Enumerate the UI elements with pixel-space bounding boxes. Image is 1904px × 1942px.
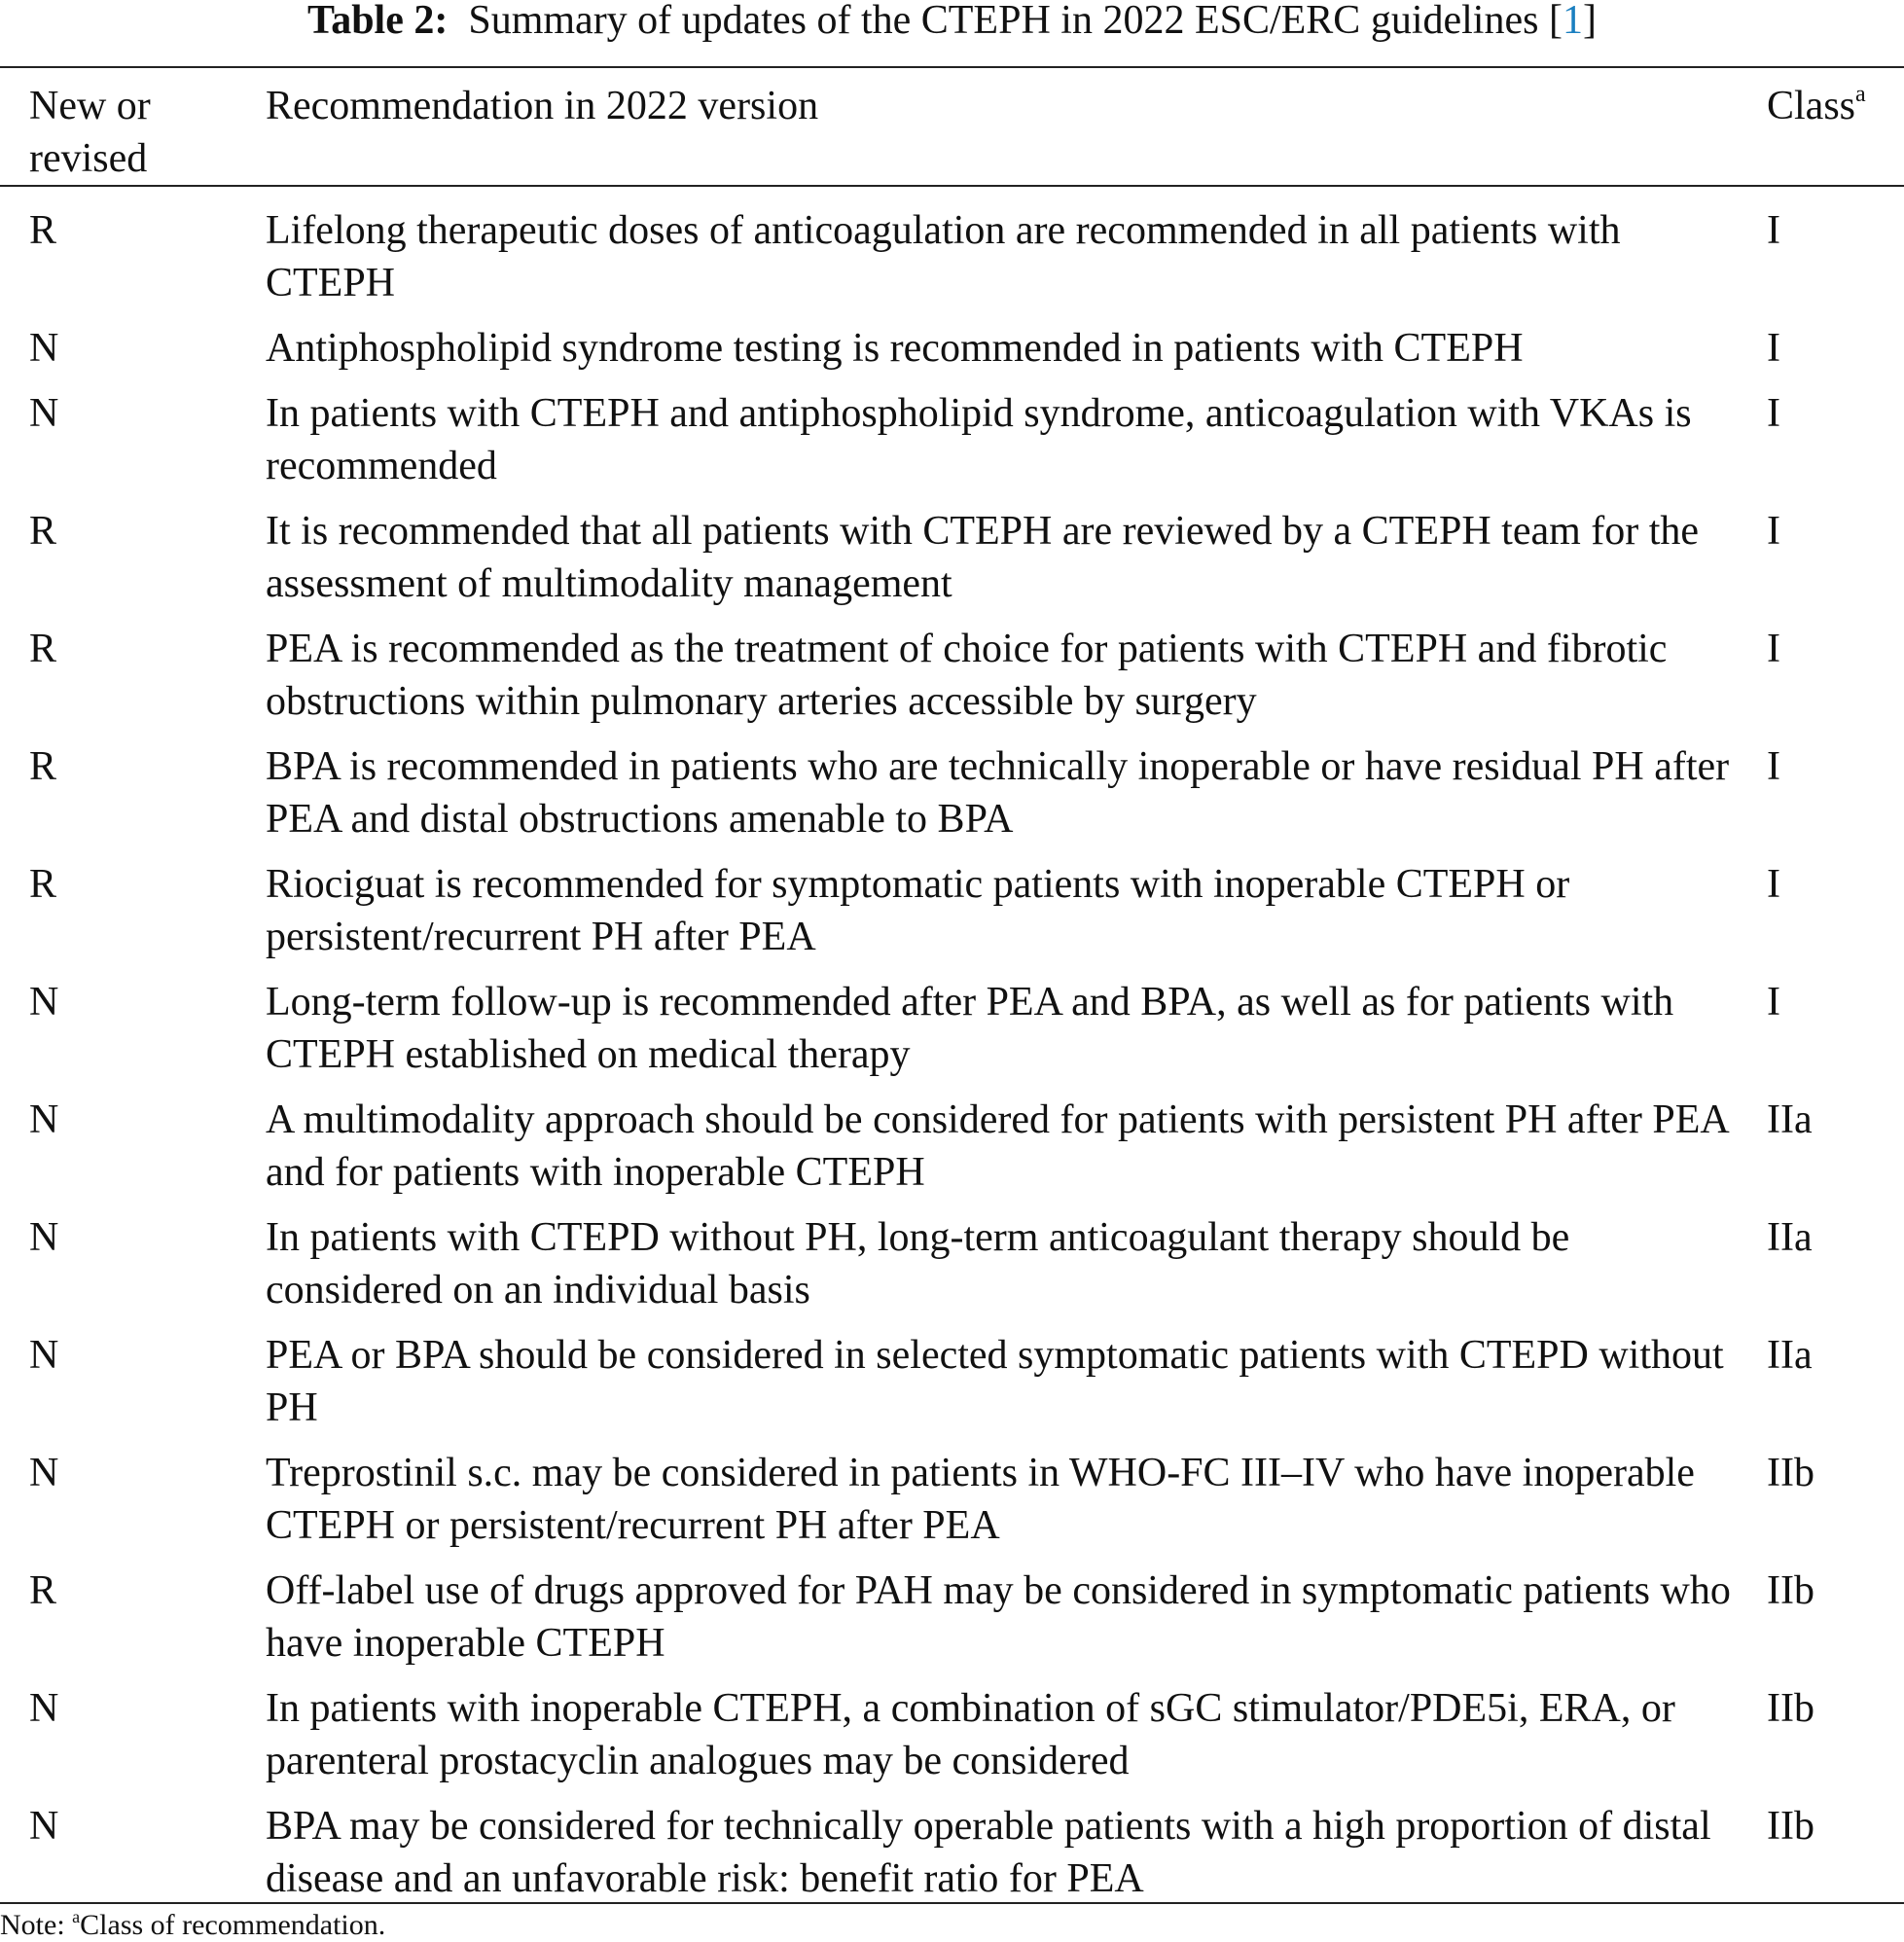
header-class [1767,80,1866,132]
cell-class: I [1767,509,1780,554]
cell-class: I [1767,627,1780,671]
cell-class: IIa [1767,1097,1813,1142]
table-body [0,204,1904,1918]
cell-class: I [1767,862,1780,907]
top-rule [0,66,1904,68]
header-class-label: Class [1767,84,1856,128]
cell-class: I [1767,744,1780,789]
cell-new-or-revised: R [29,627,57,671]
cell-new-or-revised: N [29,326,59,371]
cell-new-or-revised: N [29,1451,59,1495]
table-row [0,1800,1904,1905]
cell-recommendation: Riociguat is recommended for symptomatic patients with inoperable CTEPH or persistent/recurrent PH after PEA [266,862,1570,959]
cell-class: IIb [1767,1804,1814,1849]
cell-class: IIa [1767,1333,1813,1378]
cell-recommendation: PEA or BPA should be considered in selected symptomatic patients with CTEPD without PH [266,1333,1724,1430]
header-class-footnote-marker: a [1855,82,1866,107]
table-row [0,740,1904,845]
bottom-rule [0,1902,1904,1904]
table-row [0,1211,1904,1316]
cell-new-or-revised: N [29,1215,59,1260]
cell-new-or-revised: R [29,862,57,907]
note-footnote-marker: a [72,1907,81,1926]
table-row [0,505,1904,610]
caption-close-bracket: ] [1582,0,1597,43]
table-row [0,1329,1904,1434]
cell-class: I [1767,208,1780,253]
cell-recommendation: BPA may be considered for technically operable patients with a high proportion of distal disease and an unfavorable risk: benefit ratio for PEA [266,1804,1711,1901]
cell-new-or-revised: N [29,1804,59,1849]
note-prefix: Note: [0,1909,73,1941]
cell-recommendation: A multimodality approach should be considered for patients with persistent PH after PEA and for patients with inoperable CTEPH [266,1097,1728,1195]
cell-new-or-revised: R [29,1568,57,1613]
table-row [0,623,1904,728]
cell-new-or-revised: N [29,1097,59,1142]
caption-label: Table 2: [307,0,449,43]
table-row [0,1564,1904,1670]
header-rule [0,185,1904,187]
cell-recommendation: Off-label use of drugs approved for PAH may be considered in symptomatic patients who have inoperable CTEPH [266,1568,1731,1666]
table-row [0,1682,1904,1787]
table-row [0,204,1904,309]
table-caption [0,0,1904,43]
table-row [0,322,1904,375]
header-recommendation: Recommendation in 2022 version [266,84,819,128]
cell-recommendation: It is recommended that all patients with CTEPH are reviewed by a CTEPH team for the assessment of multimodality management [266,509,1700,606]
cell-class: IIb [1767,1568,1814,1613]
cell-recommendation: PEA is recommended as the treatment of choice for patients with CTEPH and fibrotic obstructions within pulmonary arteries accessible by surgery [266,627,1668,724]
note-text: Class of recommendation. [80,1909,386,1941]
cell-class: I [1767,326,1780,371]
cell-new-or-revised: R [29,509,57,554]
cell-new-or-revised: N [29,1686,59,1731]
cell-class: IIa [1767,1215,1813,1260]
cell-recommendation: In patients with CTEPH and antiphospholipid syndrome, anticoagulation with VKAs is recommended [266,391,1692,488]
cell-recommendation: Lifelong therapeutic doses of anticoagulation are recommended in all patients with CTEPH [266,208,1621,306]
cell-class: I [1767,391,1780,436]
table-row [0,858,1904,963]
cell-new-or-revised: N [29,1333,59,1378]
table-row [0,1447,1904,1552]
cell-new-or-revised: N [29,980,59,1025]
table-row [0,976,1904,1081]
cell-new-or-revised: R [29,744,57,789]
cell-recommendation: BPA is recommended in patients who are technically inoperable or have residual PH after PEA and distal obstructions amenable to BPA [266,744,1730,842]
cell-class: IIb [1767,1686,1814,1731]
table-row [0,1094,1904,1199]
caption-reference-link[interactable]: 1 [1562,0,1583,43]
header-new-or-revised: New or revised [29,84,151,181]
table-note [0,1909,385,1942]
table-row [0,387,1904,492]
cell-recommendation: Treprostinil s.c. may be considered in patients in WHO-FC III–IV who have inoperable CTEPH or persistent/recurrent PH after PEA [266,1451,1695,1548]
caption-text: Summary of updates of the CTEPH in 2022 ESC/ERC guidelines [ [468,0,1563,43]
cell-recommendation: Long-term follow-up is recommended after PEA and BPA, as well as for patients with CTEPH established on medical therapy [266,980,1674,1077]
cell-recommendation: Antiphospholipid syndrome testing is recommended in patients with CTEPH [266,326,1524,371]
cell-recommendation: In patients with inoperable CTEPH, a combination of sGC stimulator/PDE5i, ERA, or parenteral prostacyclin analogues may be considered [266,1686,1675,1783]
cell-class: I [1767,980,1780,1025]
cell-recommendation: In patients with CTEPD without PH, long-term anticoagulant therapy should be considered on an individual basis [266,1215,1570,1313]
cell-new-or-revised: N [29,391,59,436]
cell-class: IIb [1767,1451,1814,1495]
cell-new-or-revised: R [29,208,57,253]
